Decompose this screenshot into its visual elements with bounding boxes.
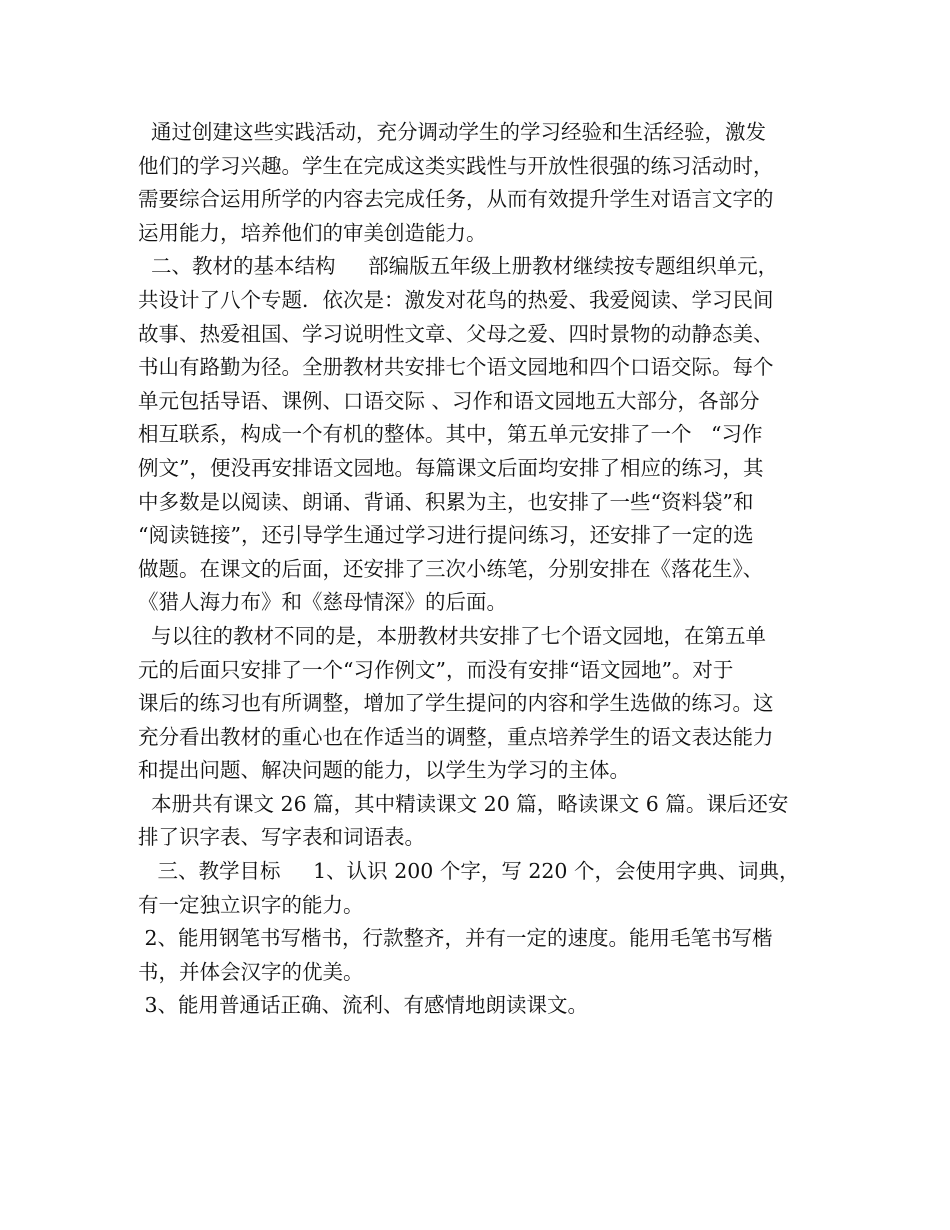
section-heading-goals-line: 三、教学目标 1、认识 200 个字，写 220 个，会使用字典、词典， bbox=[138, 859, 800, 884]
text-line: 有一定独立识字的能力。 bbox=[138, 892, 364, 917]
text-line: 中多数是以阅读、朗诵、背诵、积累为主，也安排了一些“资料袋”和 bbox=[138, 489, 754, 514]
document-body bbox=[138, 116, 818, 1023]
text-line: 他们的学习兴趣。学生在完成这类实践性与开放性很强的练习活动时， bbox=[138, 153, 774, 178]
text-line: 《猎人海力布》和《慈母情深》的后面。 bbox=[138, 590, 507, 615]
text-line: 课后的练习也有所调整，增加了学生提问的内容和学生选做的练习。这 bbox=[138, 691, 774, 716]
text-line: 单元包括导语、课例、口语交际 、习作和语文园地五大部分，各部分 bbox=[138, 388, 760, 413]
text-line: 相互联系，构成一个有机的整体。其中，第五单元安排了一个 “习作 bbox=[138, 422, 763, 447]
text-line: 本册共有课文 26 篇，其中精读课文 20 篇，略读课文 6 篇。课后还安 bbox=[138, 791, 789, 816]
text-line: 例文”，便没再安排语文园地。每篇课文后面均安排了相应的练习，其 bbox=[138, 455, 764, 480]
text-line: 通过创建这些实践活动，充分调动学生的学习经验和生活经验，激发 bbox=[138, 120, 767, 144]
text-line: 故事、热爱祖国、学习说明性文章、父母之爱、四时景物的动静态美、 bbox=[138, 321, 774, 346]
text-line: 书，并体会汉字的优美。 bbox=[138, 959, 364, 984]
text-line: 需要综合运用所学的内容去完成任务，从而有效提升学生对语言文字的 bbox=[138, 187, 774, 212]
text-line: 和提出问题、解决问题的能力，以学生为学习的主体。 bbox=[138, 758, 630, 783]
text-line: 共设计了八个专题．依次是：激发对花鸟的热爱、我爱阅读、学习民间 bbox=[138, 287, 774, 312]
text-line: 运用能力，培养他们的审美创造能力。 bbox=[138, 220, 487, 245]
text-line: “阅读链接”，还引导学生通过学习进行提问练习，还安排了一定的选 bbox=[138, 523, 754, 548]
text-line: 做题。在课文的后面，还安排了三次小练笔，分别安排在《落花生》、 bbox=[138, 556, 764, 581]
text-line: 书山有路勤为径。全册教材共安排七个语文园地和四个口语交际。每个 bbox=[138, 355, 774, 380]
text-line: 元的后面只安排了一个“习作例文”，而没有安排“语文园地”。对于 bbox=[138, 657, 734, 682]
text-line: 排了识字表、写字表和词语表。 bbox=[138, 825, 425, 850]
list-item-line: 3、能用普通话正确、流利、有感情地朗读课文。 bbox=[138, 993, 589, 1018]
text-line: 与以往的教材不同的是，本册教材共安排了七个语文园地，在第五单 bbox=[138, 623, 767, 648]
section-heading-structure-line: 二、教材的基本结构 部编版五年级上册教材继续按专题组织单元， bbox=[138, 254, 779, 279]
text-line: 充分看出教材的重心也在作适当的调整，重点培养学生的语文表达能力 bbox=[138, 724, 774, 749]
list-item-line: 2、能用钢笔书写楷书，行款整齐，并有一定的速度。能用毛笔书写楷 bbox=[138, 926, 773, 951]
